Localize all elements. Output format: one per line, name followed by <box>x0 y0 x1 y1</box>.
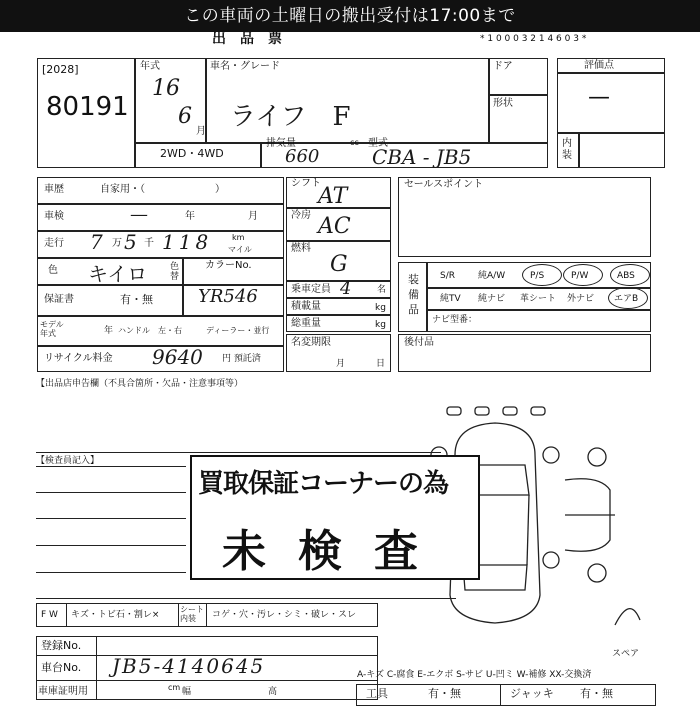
mileage-man: 7 <box>90 230 103 254</box>
capacity-unit: 名 <box>377 285 387 295</box>
equip-airbag: エアB <box>614 294 639 304</box>
model-label: 型式 <box>368 138 388 149</box>
seat-label: シート内装 <box>180 605 204 623</box>
capacity-label: 乗車定員 <box>291 284 331 295</box>
capacity-value: 4 <box>340 278 352 299</box>
shift-value: AT <box>318 184 348 209</box>
rating-label: 評価点 <box>584 60 614 71</box>
displacement-value: 660 <box>285 146 320 167</box>
name-value: ライフ F <box>230 102 351 132</box>
equip-tv: 純TV <box>440 294 461 304</box>
interior-label: 内装 <box>562 138 572 161</box>
color-change-label: 色替 <box>170 262 180 282</box>
displacement-label: 排気量 <box>266 138 296 149</box>
sheet-serial: * 1 0 0 0 3 2 1 4 6 0 3 * <box>480 34 587 44</box>
mileage-sen-unit: 千 <box>144 238 154 249</box>
equip-abs: ABS <box>617 271 635 281</box>
inspector-label: 【検査員記入】 <box>36 456 100 466</box>
equip-aftermarket-navi: 外ナビ <box>567 294 595 304</box>
usage-label: 車歴 <box>44 184 64 195</box>
model-year-label: モデル年式 <box>40 320 64 338</box>
ac-label: 冷房 <box>291 210 311 221</box>
circle-power-window <box>563 264 603 286</box>
drive-label: 2WD・4WD <box>160 147 224 160</box>
fw-label: F W <box>41 610 58 620</box>
jack-label: ジャッキ <box>510 687 554 700</box>
equip-navi: 純ナビ <box>478 294 506 304</box>
year-label: 年式 <box>140 61 160 72</box>
recycle-unit: 円 預託済 <box>222 354 261 364</box>
tools-label: 工具 <box>366 687 388 700</box>
circle-power-steering <box>522 264 562 286</box>
mileage-unit-mile: マイル <box>228 245 252 254</box>
warranty-label: 保証書 <box>44 294 74 305</box>
rating-box <box>557 58 665 168</box>
colorno-value: YR546 <box>198 286 258 307</box>
chassis-value: JB5-4140645 <box>112 654 266 678</box>
model-year-unit: 年 <box>104 326 114 336</box>
recycle-label: リサイクル料金 <box>44 353 113 364</box>
history-box <box>37 177 284 372</box>
equip-leather: 革シート <box>520 294 557 304</box>
handle-label: ハンドル 左・右 <box>118 326 182 335</box>
year-value: 16 <box>152 76 180 101</box>
inspection-month: 月 <box>248 211 258 222</box>
model-value: CBA - JB5 <box>372 145 472 169</box>
mileage-sen: 5 <box>124 230 137 254</box>
jack-value: 有・無 <box>580 687 613 700</box>
weight-unit: kg <box>375 320 386 330</box>
recycle-value: 9640 <box>152 345 203 369</box>
color-value: キイロ <box>88 262 148 286</box>
load-label: 積載量 <box>291 301 321 312</box>
color-label: 色 <box>48 265 58 276</box>
inspection-label: 車検 <box>44 211 64 222</box>
colorno-label: カラーNo. <box>205 260 252 271</box>
aftermarket-label: 後付品 <box>404 337 434 348</box>
door-label: ドア <box>493 61 513 72</box>
equipment-label: 装備品 <box>408 273 419 316</box>
fuel-label: 燃料 <box>291 243 311 254</box>
equip-power-window: P/W <box>571 271 589 281</box>
usage-value: 自家用・（ ） <box>100 184 225 195</box>
navi-model-label: ナビ型番： <box>432 315 478 325</box>
plate-change-label: 名変期限 <box>291 337 331 348</box>
ac-value: AC <box>318 214 351 239</box>
lot-number: 80191 <box>46 92 129 122</box>
plate-change-day: 日 <box>376 359 386 369</box>
stamp-line-2: 未検査 <box>222 526 450 577</box>
fuel-value: G <box>330 252 348 277</box>
sheet-title: 出 品 票 <box>212 31 282 47</box>
month-value: 6 <box>178 104 192 129</box>
inspection-value: — <box>130 204 148 225</box>
displacement-unit: cc <box>350 138 359 147</box>
inspection-year: 年 <box>185 211 195 222</box>
cert-label: 車庫証明用 <box>38 686 88 697</box>
seller-notes-label: 【出品店申告欄（不具合箇所・欠品・注意事項等） <box>36 379 244 389</box>
tools-value: 有・無 <box>428 687 461 700</box>
seat-value: コゲ・穴・汚レ・シミ・破レ・スレ <box>212 610 357 620</box>
stamp-line-1: 買取保証コーナーの為 <box>198 469 449 499</box>
saturday-notice-banner: この車両の土曜日の搬出受付は17:00まで <box>0 0 700 32</box>
plate-change-month: 月 <box>336 359 346 369</box>
no-inspection-stamp <box>190 455 480 580</box>
equip-power-steering: P/S <box>530 271 545 281</box>
mileage-rest: 118 <box>162 230 213 254</box>
aftermarket-box <box>398 334 651 372</box>
warranty-value: 有・無 <box>120 293 153 306</box>
equip-sr: S/R <box>440 271 455 281</box>
circle-airbag <box>608 287 648 309</box>
equip-alloy-wheel: 純A/W <box>478 271 506 281</box>
rating-value: — <box>588 85 610 110</box>
dealer-label: ディーラー・並行 <box>206 326 270 335</box>
sales-point-label: セールスポイント <box>404 179 484 190</box>
mileage-label: 走行 <box>44 238 64 249</box>
damage-legend: A-キズ C-腐食 E-エクボ S-サビ U-凹ミ W-補修 XX-交換済 <box>357 670 592 680</box>
cert-width: 幅 <box>182 687 192 697</box>
shift-label: シフト <box>291 178 321 189</box>
chassis-label: 車台No. <box>41 661 82 674</box>
mileage-man-unit: 万 <box>112 238 122 249</box>
cert-cm: cm <box>168 683 181 692</box>
mileage-unit-km: km <box>232 233 245 242</box>
month-label: 月 <box>196 126 206 137</box>
shape-label: 形状 <box>493 98 513 109</box>
name-label: 車名・グレード <box>210 61 280 72</box>
cert-height: 高 <box>268 687 278 697</box>
load-unit: kg <box>375 303 386 313</box>
spare-label: スペア <box>612 649 640 659</box>
lot-year-label: [2028] <box>42 63 79 76</box>
weight-label: 総重量 <box>291 318 321 329</box>
circle-abs <box>610 264 650 286</box>
fw-value: キズ・トビ石・割レ× <box>71 610 160 620</box>
reg-no-label: 登録No. <box>41 639 82 652</box>
